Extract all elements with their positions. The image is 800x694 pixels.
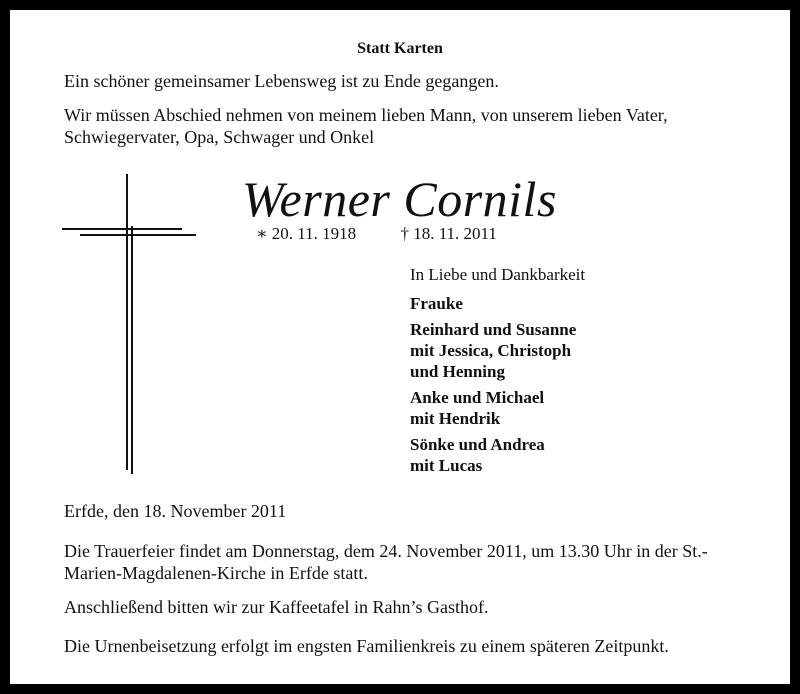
mourner-line: Anke und Michael: [410, 388, 545, 407]
notice-heading: Statt Karten: [357, 40, 443, 57]
mourner-line: mit Lucas: [410, 456, 483, 475]
mourner-group: [410, 293, 730, 314]
mourner-group: [410, 434, 730, 476]
farewell-text: Wir müssen Abschied nehmen von meinem lieben Mann, von unserem lieben Vater, Schwiegervater, Opa, Schwager und Onkel: [64, 105, 668, 147]
mourner-line: Reinhard und Susanne: [410, 320, 577, 339]
mourner-line: mit Jessica, Christoph: [410, 341, 572, 360]
mourner-line: Sönke und Andrea: [410, 435, 545, 454]
reception-info: Anschließend bitten wir zur Kaffeetafel in Rahn’s Gasthof.: [64, 597, 489, 617]
mourner-line: mit Hendrik: [410, 409, 501, 428]
obituary-notice: [10, 10, 790, 684]
mourners-intro: In Liebe und Dankbarkeit: [410, 265, 586, 284]
place-date: Erfde, den 18. November 2011: [64, 501, 287, 521]
mourner-group: [410, 387, 730, 429]
mourners-list: [410, 264, 730, 476]
life-dates: [256, 224, 497, 244]
mourner-group: [410, 319, 730, 382]
funeral-info: Die Trauerfeier findet am Donnerstag, dem 24. November 2011, um 13.30 Uhr in der St.-Marien-Magdalenen-Kirche in Erfde statt.: [64, 541, 708, 583]
deceased-name: Werner Cornils: [242, 171, 557, 227]
cross-icon: [62, 174, 196, 474]
death-date: † 18. 11. 2011: [400, 224, 497, 243]
birth-date: ∗ 20. 11. 1918: [256, 224, 357, 243]
mourner-line: und Henning: [410, 362, 505, 381]
urn-burial-info: Die Urnenbeisetzung erfolgt im engsten Familienkreis zu einem späteren Zeitpunkt.: [64, 636, 669, 656]
mourner-line: Frauke: [410, 294, 463, 313]
intro-text: Ein schöner gemeinsamer Lebensweg ist zu Ende gegangen.: [64, 71, 499, 91]
